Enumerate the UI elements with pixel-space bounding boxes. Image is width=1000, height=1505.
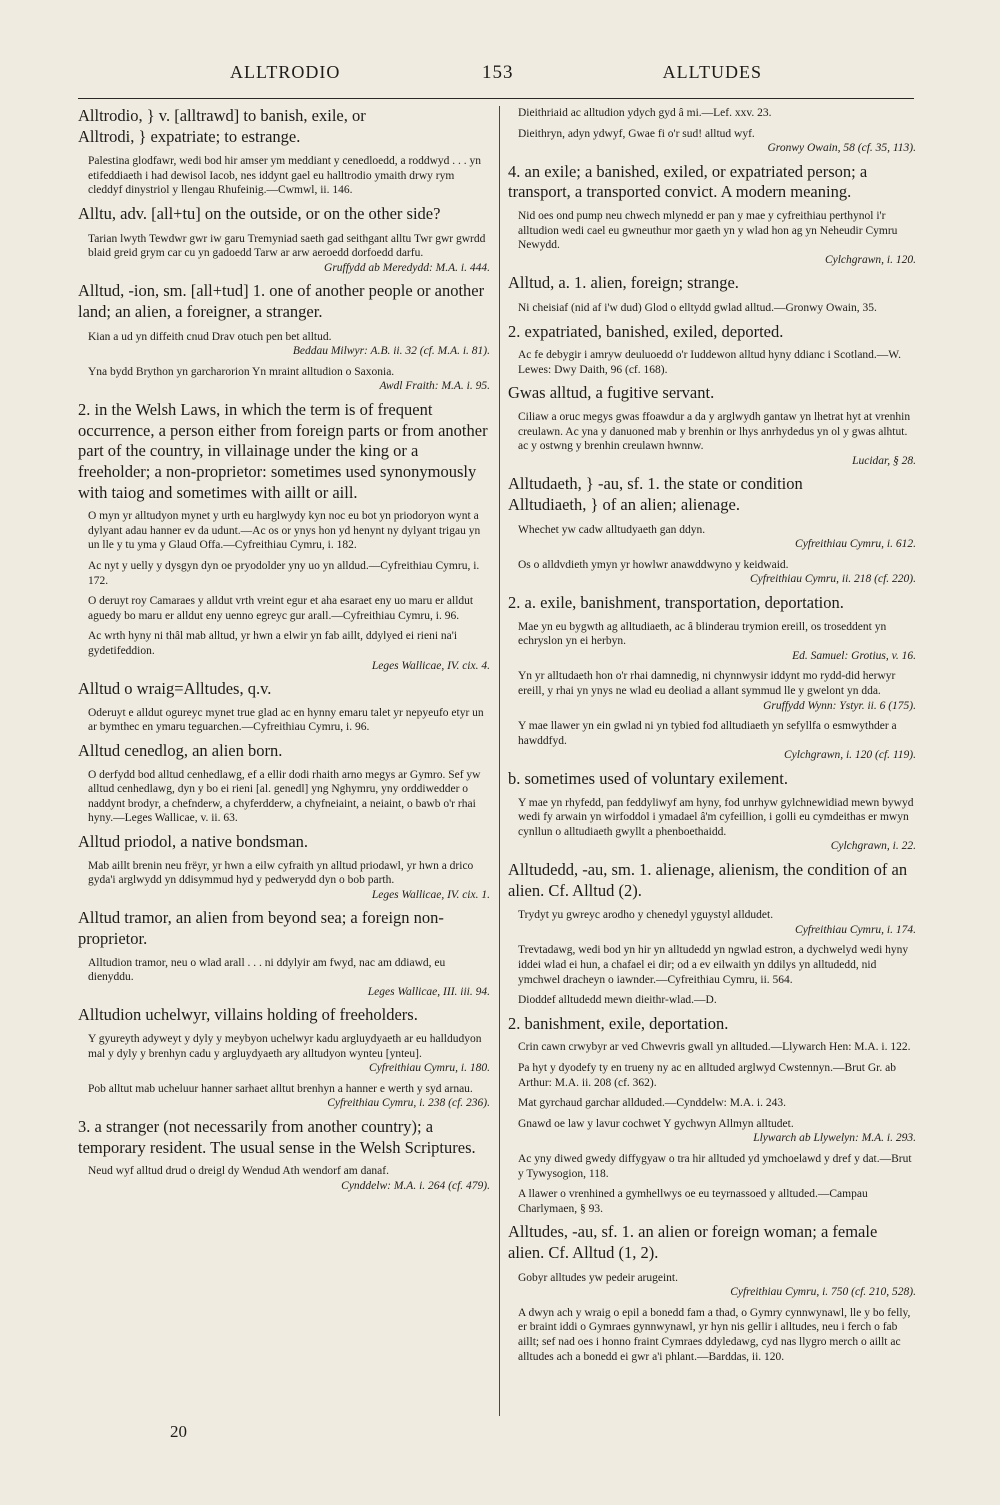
- quotation: [508, 796, 916, 854]
- sense-3: 3. a stranger (not necessarily from another country); a temporary resident. The usual sense in the Welsh Scriptures.: [78, 1116, 476, 1157]
- quotation-text: Ac wrth hyny ni thâl mab alltud, yr hwn a elwir yn fab aillt, ddylyed ei rieni na'i gydetifeddion.: [88, 630, 458, 657]
- quotation-source: Lucidar, § 28.: [852, 454, 916, 467]
- subentry-alltud-cenedlog: Alltud cenedlog, an alien born.: [78, 740, 283, 760]
- entry-alltu: Alltu, adv. [all+tu] on the outside, or on the other side?: [78, 204, 441, 224]
- entry-alltud-adjective: Alltud, a. 1. alien, foreign; strange.: [508, 273, 739, 293]
- quotation: Ac yny diwed gwedy diffygyaw o tra hir alltuded yd ymchoelawd y dref y dat.—Brut y Tywysogion, 118.: [518, 1153, 912, 1180]
- sense-2a: 2. a. exile, banishment, transportation, deportation.: [508, 593, 844, 613]
- quotation-source: Awdl Fraith: M.A. i. 95.: [379, 380, 490, 393]
- quotation-text: Kian a ud yn diffeith cnud Drav otuch pen bet alltud.: [88, 330, 332, 343]
- quotation-text: Yna bydd Brython yn garcharorion Yn mraint alltudion o Saxonia.: [88, 365, 395, 378]
- quotation: [508, 410, 916, 468]
- quotation-source: Ed. Samuel: Grotius, v. 16.: [792, 649, 916, 662]
- entry-alltud: Alltud, -ion, sm. [all+tud] 1. one of another people or another land; an alien, a foreigner, a stranger.: [78, 281, 485, 322]
- quotation-text: Dieithryn, adyn ydwyf, Gwae fi o'r sud! alltud wyf.: [518, 127, 755, 140]
- quotation-text: Os o alldvdieth ymyn yr howlwr anawddwyno y keidwaid.: [518, 558, 789, 571]
- quotation: [508, 523, 916, 552]
- quotation-text: Nid oes ond pump neu chwech mlynedd er pan y mae y cyfreithiau perthynol i'r alltudion wedi cael eu gwneuthur mor gaeth yn y wlad hon ag yn Neheudir Cymru Newydd.: [518, 210, 898, 252]
- quotation-text: Y mae llawer yn ein gwlad ni yn tybied fod alltudiaeth yn sefyllfa o esmwythder a hawddfyd.: [518, 720, 897, 747]
- quotation: Oderuyt e alldut ogureyc mynet true glad ac en hynny emaru talet yr nepyeufo etyr un ar bymthec en ymaru teguarchen.—Cyfreithiau Cymru, i. 96.: [88, 706, 484, 734]
- quotation-text: Y gyureyth adyweyt y dyly y meybyon uchelwyr kadu argluydyaeth ar eu halldudyon mal y dyly y brenhyn cadu y argluydyaeth ary alltudyon wynteu [ynteu].: [88, 1033, 482, 1060]
- quotation-source: Cyfreithiau Cymru, i. 750 (cf. 210, 528).: [730, 1286, 916, 1299]
- quotation: [508, 558, 916, 587]
- entry-alltudedd: Alltudedd, -au, sm. 1. alienage, alienism, the condition of an alien. Cf. Alltud (2).: [508, 860, 908, 900]
- quotation-text: Trydyt yu gwreyc arodho y chenedyl yguystyl alldudet.: [518, 909, 774, 922]
- quotation: Trevtadawg, wedi bod yn hir yn alltudedd yn ngwlad estron, a dychwelyd wedi hyny iddei wlad ei hun, a chafael ei dir; od a ev eilwaith yn ddilys yn alltudedd, nid ymchwel dracheyn o iawnder.—Cyfreithiau Cymru, ii. 564.: [518, 944, 909, 986]
- subentry-gwas-alltud: Gwas alltud, a fugitive servant.: [508, 383, 715, 403]
- quotation-source: Cylchgrawn, i. 120 (cf. 119).: [783, 749, 916, 762]
- quotation: [78, 859, 490, 903]
- quotation-source: Cyfreithiau Cymru, i. 238 (cf. 236).: [327, 1097, 490, 1110]
- quotation: [508, 719, 916, 763]
- entry-head: Alltudaeth, } -au, sf. 1. the state or condition: [508, 474, 803, 494]
- sense-2b: b. sometimes used of voluntary exilement.: [508, 769, 788, 789]
- signature-mark: 20: [170, 1422, 187, 1441]
- quotation-text: Gobyr alltudes yw pedeir arugeint.: [518, 1271, 678, 1284]
- quotation: [508, 127, 916, 156]
- entry-head: Alltrodi, } expatriate; to estrange.: [78, 126, 301, 146]
- quotation-source: Llywarch ab Llywelyn: M.A. i. 293.: [753, 1132, 916, 1145]
- quotation: O deruyt roy Camaraes y alldut vrth vreint egur et aha esaraet eny uo maru er alldut aguedy bo maru er alldut eny uenno egreyc gur arall.—Cyfreithiau Cymru, i. 96.: [88, 595, 474, 622]
- quotation: Ni cheisiaf (nid af i'w dud) Glod o elltydd gwlad alltud.—Gronwy Owain, 35.: [518, 302, 877, 315]
- quotation: Pa hyt y dyodefy ty en trueny ny ac en alltuded arglwyd Cwstennyn.—Brut Gr. ab Arthur: M.A. ii. 208 (cf. 362).: [518, 1062, 896, 1089]
- entry-alltrodio: [78, 106, 490, 147]
- quotation: [78, 365, 490, 394]
- entry-head: Alltrodio, } v. [alltrawd] to banish, exile, or: [78, 106, 366, 125]
- quotation: [78, 330, 490, 359]
- quotation-text: Neud wyf alltud drud o dreigl dy Wendud Ath wendorf am danaf.: [88, 1165, 389, 1178]
- subentry-alltud-o-wraig: Alltud o wraig=Alltudes, q.v.: [78, 679, 272, 699]
- quotation: Dieithriaid ac alltudion ydych gyd â mi.—Lef. xxv. 23.: [518, 107, 772, 119]
- quotation: [78, 1032, 490, 1076]
- sense-2: 2. expatriated, banished, exiled, deported.: [508, 321, 784, 341]
- quotation: Palestina glodfawr, wedi bod hir amser ym meddiant y cenedloedd, a roddwyd . . . yn etifeddiaeth i had dewisol Iacob, nes iddynt gael eu halltrodio ymaith drwy rym cleddyf dinystriol y llengau Rhufeinig.—Cwmwl, ii. 146.: [88, 155, 481, 197]
- quotation: Mat gyrchaud garchar allduded.—Cynddelw: M.A. i. 243.: [518, 1097, 786, 1110]
- quotation: A dwyn ach y wraig o epil a bonedd fam a thad, o Gymry cynnwynawl, lle y bo felly, er braint iddi o Gymraes gynnwynawl, yr hyn nis gellir i alltudes, neu i ferch o fab aillt; sef nad oes i honno fraint Cymraes ddyledawg, cyd nas llygro merch o aillt ac alltudes ach a bonedd ei gwr a'i phlant.—Barddas, ii. 120.: [518, 1306, 911, 1363]
- quotation-source: Leges Wallicae, IV. cix. 4.: [371, 659, 490, 672]
- entry-head: Alltudiaeth, } of an alien; alienage.: [508, 495, 740, 515]
- quotation: [508, 1117, 916, 1146]
- quotation-text: Yn yr alltudaeth hon o'r rhai damnedig, ni chynnwysir iddynt mo rydd-did herwyr ereill, y rhai yn ynys ne wlad eu deoliad a allant symmud lle y gwelont yn dda.: [518, 670, 896, 698]
- header-rule: [78, 98, 914, 99]
- quotation-source: Leges Wallicae, IV. cix. 1.: [371, 888, 490, 901]
- quotation-text: Mae yn eu bygwth ag alltudiaeth, ac â blinderau trymion ereill, os troseddent yn echryslon yn ei herbyn.: [518, 620, 887, 648]
- sense-4: 4. an exile; a banished, exiled, or expatriated person; a transport, a transported convict. A modern meaning.: [508, 161, 868, 202]
- quotation-source: Gruffydd ab Meredydd: M.A. i. 444.: [324, 261, 490, 274]
- quotation-text: Whechet yw cadw alltudyaeth gan ddyn.: [518, 523, 706, 536]
- quotation-text: Tarian lwyth Tewdwr gwr iw garu Tremyniad saeth gad seithgant alltu Twr gwr gwrdd blaid greid grym car cu yn gadoedd Tarw ar arw aeroedd dorfoedd darfu.: [88, 232, 486, 260]
- quotation-text: Ciliaw a oruc megys gwas ffoawdur a da y arglwydh gantaw yn lhetrat hyt at vrenhin creulawn. Ac yna y danuoned mab y brenhin or lhys anrhydedus yn ol y gwas alhtut. ac y ostwng y brenhin creulawn hwnnw.: [518, 411, 911, 453]
- entry-alltudaeth: [508, 474, 916, 515]
- quotation-source: Beddau Milwyr: A.B. ii. 32 (cf. M.A. i. 81).: [292, 345, 490, 358]
- quotation: [508, 669, 916, 713]
- header-left-guide-word: ALLTRODIO: [230, 62, 341, 82]
- quotation-source: Cyfreithiau Cymru, i. 174.: [795, 923, 916, 936]
- quotation: Ac fe debygir i amryw deuluoedd o'r Iuddewon alltud hyny ddianc i Scotland.—W. Lewes: Dwy Daith, 96 (cf. 168).: [518, 349, 901, 376]
- quotation: O myn yr alltudyon mynet y urth eu harglwydy kyn noc eu bot yn priodoryon wynt a dylyant adau hanner ev da udunt.—Ac os or ynys hon yd henynt ny dylyant trigau yn un lle y tu yma y Glaud Offa.—Cyfreithiau Cymru, i. 182.: [88, 510, 481, 552]
- quotation-text: Y mae yn rhyfedd, pan feddyliwyf am hyny, fod unrhyw gylchnewidiad mewn bywyd wedi fy arwain yn wirfoddol i ymadael â'm cyfeillion, i golli eu cymdeithas er mwyn cynllun o alltudiaeth gwyllt a phenboethaidd.: [518, 796, 914, 838]
- column-divider: [499, 106, 500, 1416]
- quotation-source: Cyfreithiau Cymru, i. 180.: [369, 1062, 490, 1075]
- quotation: O derfydd bod alltud cenhedlawg, ef a ellir dodi rhaith arno megys ar Gymro. Sef yw alltud cenhedlawg, dyn y bo ei rieni [al. genedl] yng Nghymru, yny orddiwedder o naddynt brodyr, a chefnderw, a chyferdderw, a chyfneiaint, a neiaint, o bawb o'r rhai hyny.—Leges Wallicae, v. ii. 63.: [88, 768, 481, 825]
- quotation: [508, 908, 916, 937]
- entry-alltudes: Alltudes, -au, sf. 1. an alien or foreign woman; a female alien. Cf. Alltud (1, 2).: [508, 1222, 878, 1263]
- quotation-source: Cynddelw: M.A. i. 264 (cf. 479).: [341, 1179, 490, 1192]
- sense-2: 2. banishment, exile, deportation.: [508, 1013, 729, 1033]
- header-right-guide-word: ALLTUDES: [662, 62, 762, 82]
- quotation: [78, 1164, 490, 1193]
- quotation-source: Cylchgrawn, i. 22.: [830, 840, 916, 853]
- quotation: Dioddef alltudedd mewn dieithr-wlad.—D.: [518, 994, 717, 1007]
- quotation-source: Cyfreithiau Cymru, ii. 218 (cf. 220).: [750, 573, 916, 586]
- quotation: Crin cawn crwybyr ar ved Chwevris gwall yn alltuded.—Llywarch Hen: M.A. i. 122.: [518, 1041, 911, 1054]
- quotation-text: Alltudion tramor, neu o wlad arall . . . ni ddylyir am fwyd, nac am ddiawd, eu dienyddu.: [88, 956, 446, 984]
- quotation: [508, 1271, 916, 1300]
- quotation: [78, 232, 490, 276]
- page-number: 153: [482, 62, 514, 83]
- quotation: [78, 956, 490, 1000]
- sense-2: 2. in the Welsh Laws, in which the term is of frequent occurrence, a person either from foreign parts or from another part of the country, in villainage under the king or a freeholder; a non-proprietor: sometimes used synonymously with taiog and sometimes with aillt or aill.: [78, 400, 488, 502]
- quotation: [508, 620, 916, 664]
- quotation: [78, 629, 490, 673]
- quotation: [78, 1082, 490, 1111]
- quotation-text: Gnawd oe law y lavur cochwet Y gychwyn Allmyn alltudet.: [518, 1117, 794, 1130]
- left-column: [78, 106, 490, 1436]
- subentry-alltud-priodol: Alltud priodol, a native bondsman.: [78, 831, 309, 851]
- quotation: A llawer o vrenhined a gymhellwys oe eu teyrnassoed y alltuded.—Campau Charlymaen, § 93.: [518, 1188, 868, 1215]
- quotation: [508, 209, 916, 267]
- right-column: [508, 106, 916, 1436]
- subentry-alltudion-uchelwyr: Alltudion uchelwyr, villains holding of freeholders.: [78, 1005, 418, 1025]
- quotation-source: Gruffydd Wynn: Ystyr. ii. 6 (175).: [763, 699, 916, 712]
- subentry-alltud-tramor: Alltud tramor, an alien from beyond sea; a foreign non-proprietor.: [78, 908, 444, 948]
- quotation-source: Cylchgrawn, i. 120.: [824, 253, 916, 266]
- quotation-source: Gronwy Owain, 58 (cf. 35, 113).: [767, 142, 916, 155]
- running-header: [78, 62, 914, 88]
- quotation-text: Pob alltut mab ucheluur hanner sarhaet alltut brenhyn a hanner e werth y syd arnau.: [88, 1082, 473, 1095]
- quotation: Ac nyt y uelly y dysgyn dyn oe pryodolder yny uo yn alldud.—Cyfreithiau Cymru, i. 172.: [88, 559, 480, 587]
- quotation-source: Cyfreithiau Cymru, i. 612.: [795, 538, 916, 551]
- quotation-text: Mab aillt brenin neu frëyr, yr hwn a eilw cyfraith yn alltud priodawl, yr hwn a drico gyda'i arglwydd yn ddisymmud hyd y pedwerydd dyn o bob parth.: [88, 859, 474, 887]
- quotation-source: Leges Wallicae, III. iii. 94.: [367, 985, 490, 998]
